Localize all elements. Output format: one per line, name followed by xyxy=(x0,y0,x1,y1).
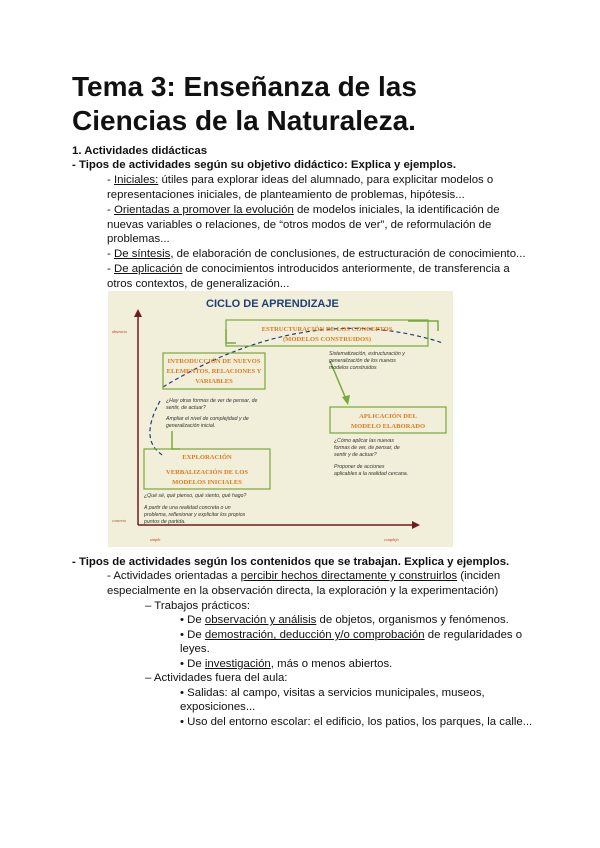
introduccion-title-1: INTRODUCCIÓN DE NUEVOS xyxy=(167,358,261,365)
y-axis-top-label: abstracto xyxy=(112,329,128,334)
bullet-item: • De investigación, más o menos abiertos. xyxy=(180,658,393,670)
y-axis-bottom-label: concreto xyxy=(112,518,126,523)
introduccion-title-3: VARIABLES xyxy=(195,378,233,385)
term-aplicacion: De aplicación xyxy=(113,263,183,275)
list-item-cont: problemas... xyxy=(107,233,170,245)
term-investigacion: investigación xyxy=(204,658,271,670)
subheading-trabajos: – Trabajos prácticos: xyxy=(145,600,251,612)
diagram-title: CICLO DE APRENDIZAJE xyxy=(206,298,339,310)
subheading-fuera: – Actividades fuera del aula: xyxy=(145,672,288,684)
x-axis-right-label: complejo xyxy=(384,537,399,542)
page-title: Tema 3: Enseñanza de las Ciencias de la Naturaleza. xyxy=(72,71,417,136)
exploracion-title-3: MODELOS INICIALES xyxy=(172,479,242,486)
term-orientadas: Orientadas a promover la evolución xyxy=(113,204,294,216)
section-heading: 1. Actividades didácticas xyxy=(72,145,208,157)
estructuracion-desc-2: generalización de los nuevos xyxy=(329,358,396,364)
term-iniciales: Iniciales: xyxy=(113,174,159,186)
list-item: - De aplicación de conocimientos introducidos anteriormente, de transferencia a xyxy=(107,263,510,275)
list-item: - Orientadas a promover la evolución de modelos iniciales, la identificación de xyxy=(107,204,500,216)
list-item-cont: nuevas variables o relaciones, de “otros modos de ver”, de reformulación de xyxy=(107,219,492,231)
exploracion-desc-1: ¿Qué sé, qué pienso, qué siento, qué hago? xyxy=(144,493,247,499)
list-item: - Actividades orientadas a percibir hechos directamente y construirlos (inciden xyxy=(107,570,501,582)
list-item-cont: otros contextos, de generalización... xyxy=(107,278,290,290)
exploracion-title-1: EXPLORACIÓN xyxy=(182,454,232,461)
exploracion-desc-4: puntos de partida. xyxy=(144,519,186,525)
diagram-svg xyxy=(108,291,453,547)
term-percibir: percibir hechos directamente y construirlos xyxy=(240,570,458,582)
exploracion-title-2: VERBALIZACIÓN DE LOS xyxy=(165,469,249,476)
exploracion-desc-3: problema, reflexionar y explicitar los propios xyxy=(144,512,246,518)
list-item-cont: representaciones iniciales, de planteamiento de problemas, hipótesis... xyxy=(107,189,465,201)
aplicacion-desc-5: aplicables a la realidad cercana. xyxy=(334,471,409,477)
x-axis-left-label: simple xyxy=(150,537,161,542)
term-sintesis: De síntesis xyxy=(113,248,171,260)
term-observacion: observación y análisis xyxy=(204,614,317,626)
introduccion-desc-3: Ampliar el nivel de complejidad y de xyxy=(166,416,249,422)
estructuracion-title-2: (MODELOS CONSTRUIDOS) xyxy=(282,336,372,343)
bullet-item-cont: leyes. xyxy=(180,643,210,655)
exploracion-desc-2: A partir de una realidad concreta o un xyxy=(144,505,231,511)
bullet-item: • Uso del entorno escolar: el edificio, los patios, los parques, la calle... xyxy=(180,716,533,728)
learning-cycle-diagram xyxy=(108,291,453,547)
bullet-item: • Salidas: al campo, visitas a servicios municipales, museos, xyxy=(180,687,485,699)
introduccion-desc-2: sentir, de actuar? xyxy=(166,405,206,411)
list-item: - Iniciales: útiles para explorar ideas del alumnado, para explicitar modelos o xyxy=(107,174,494,186)
bullet-item-cont: exposiciones... xyxy=(180,701,256,713)
estructuracion-desc-1: Sistematización, estructuración y xyxy=(329,351,405,357)
term-demostracion: demostración, deducción y/o comprobación xyxy=(204,629,425,641)
introduccion-desc-4: generalización inicial. xyxy=(166,423,216,429)
estructuracion-desc-3: modelos construidos xyxy=(329,365,377,371)
introduccion-desc-1: ¿Hay otras formas de ver de pensar, de xyxy=(166,398,258,404)
list-item-cont: especialmente en la observación directa, la exploración y la experimentación) xyxy=(107,585,499,597)
aplicacion-desc-3: sentir y de actuar? xyxy=(334,452,377,458)
introduccion-title-2: ELEMENTOS, RELACIONES Y xyxy=(166,368,262,375)
aplicacion-desc-1: ¿Cómo aplicar las nuevas xyxy=(334,438,394,444)
bullet-item: • De demostración, deducción y/o comprobación de regularidades o xyxy=(180,629,523,641)
bullet-item: • De observación y análisis de objetos, organismos y fenómenos. xyxy=(180,614,509,626)
aplicacion-title-1: APLICACIÓN DEL xyxy=(359,413,417,420)
list-item: - De síntesis, de elaboración de conclusiones, de estructuración de conocimiento... xyxy=(107,248,526,260)
question-1: - Tipos de actividades según su objetivo didáctico: Explica y ejemplos. xyxy=(72,159,457,171)
aplicacion-desc-2: formas de ver, de pensar, de xyxy=(334,445,400,451)
estructuracion-title-1: ESTRUCTURACIÓN DE LOS CONCEPTOS xyxy=(261,326,393,333)
aplicacion-title-2: MODELO ELABORADO xyxy=(350,423,426,430)
question-2: - Tipos de actividades según los contenidos que se trabajan. Explica y ejemplos. xyxy=(72,556,510,568)
aplicacion-desc-4: Proponer de acciones xyxy=(334,464,385,470)
